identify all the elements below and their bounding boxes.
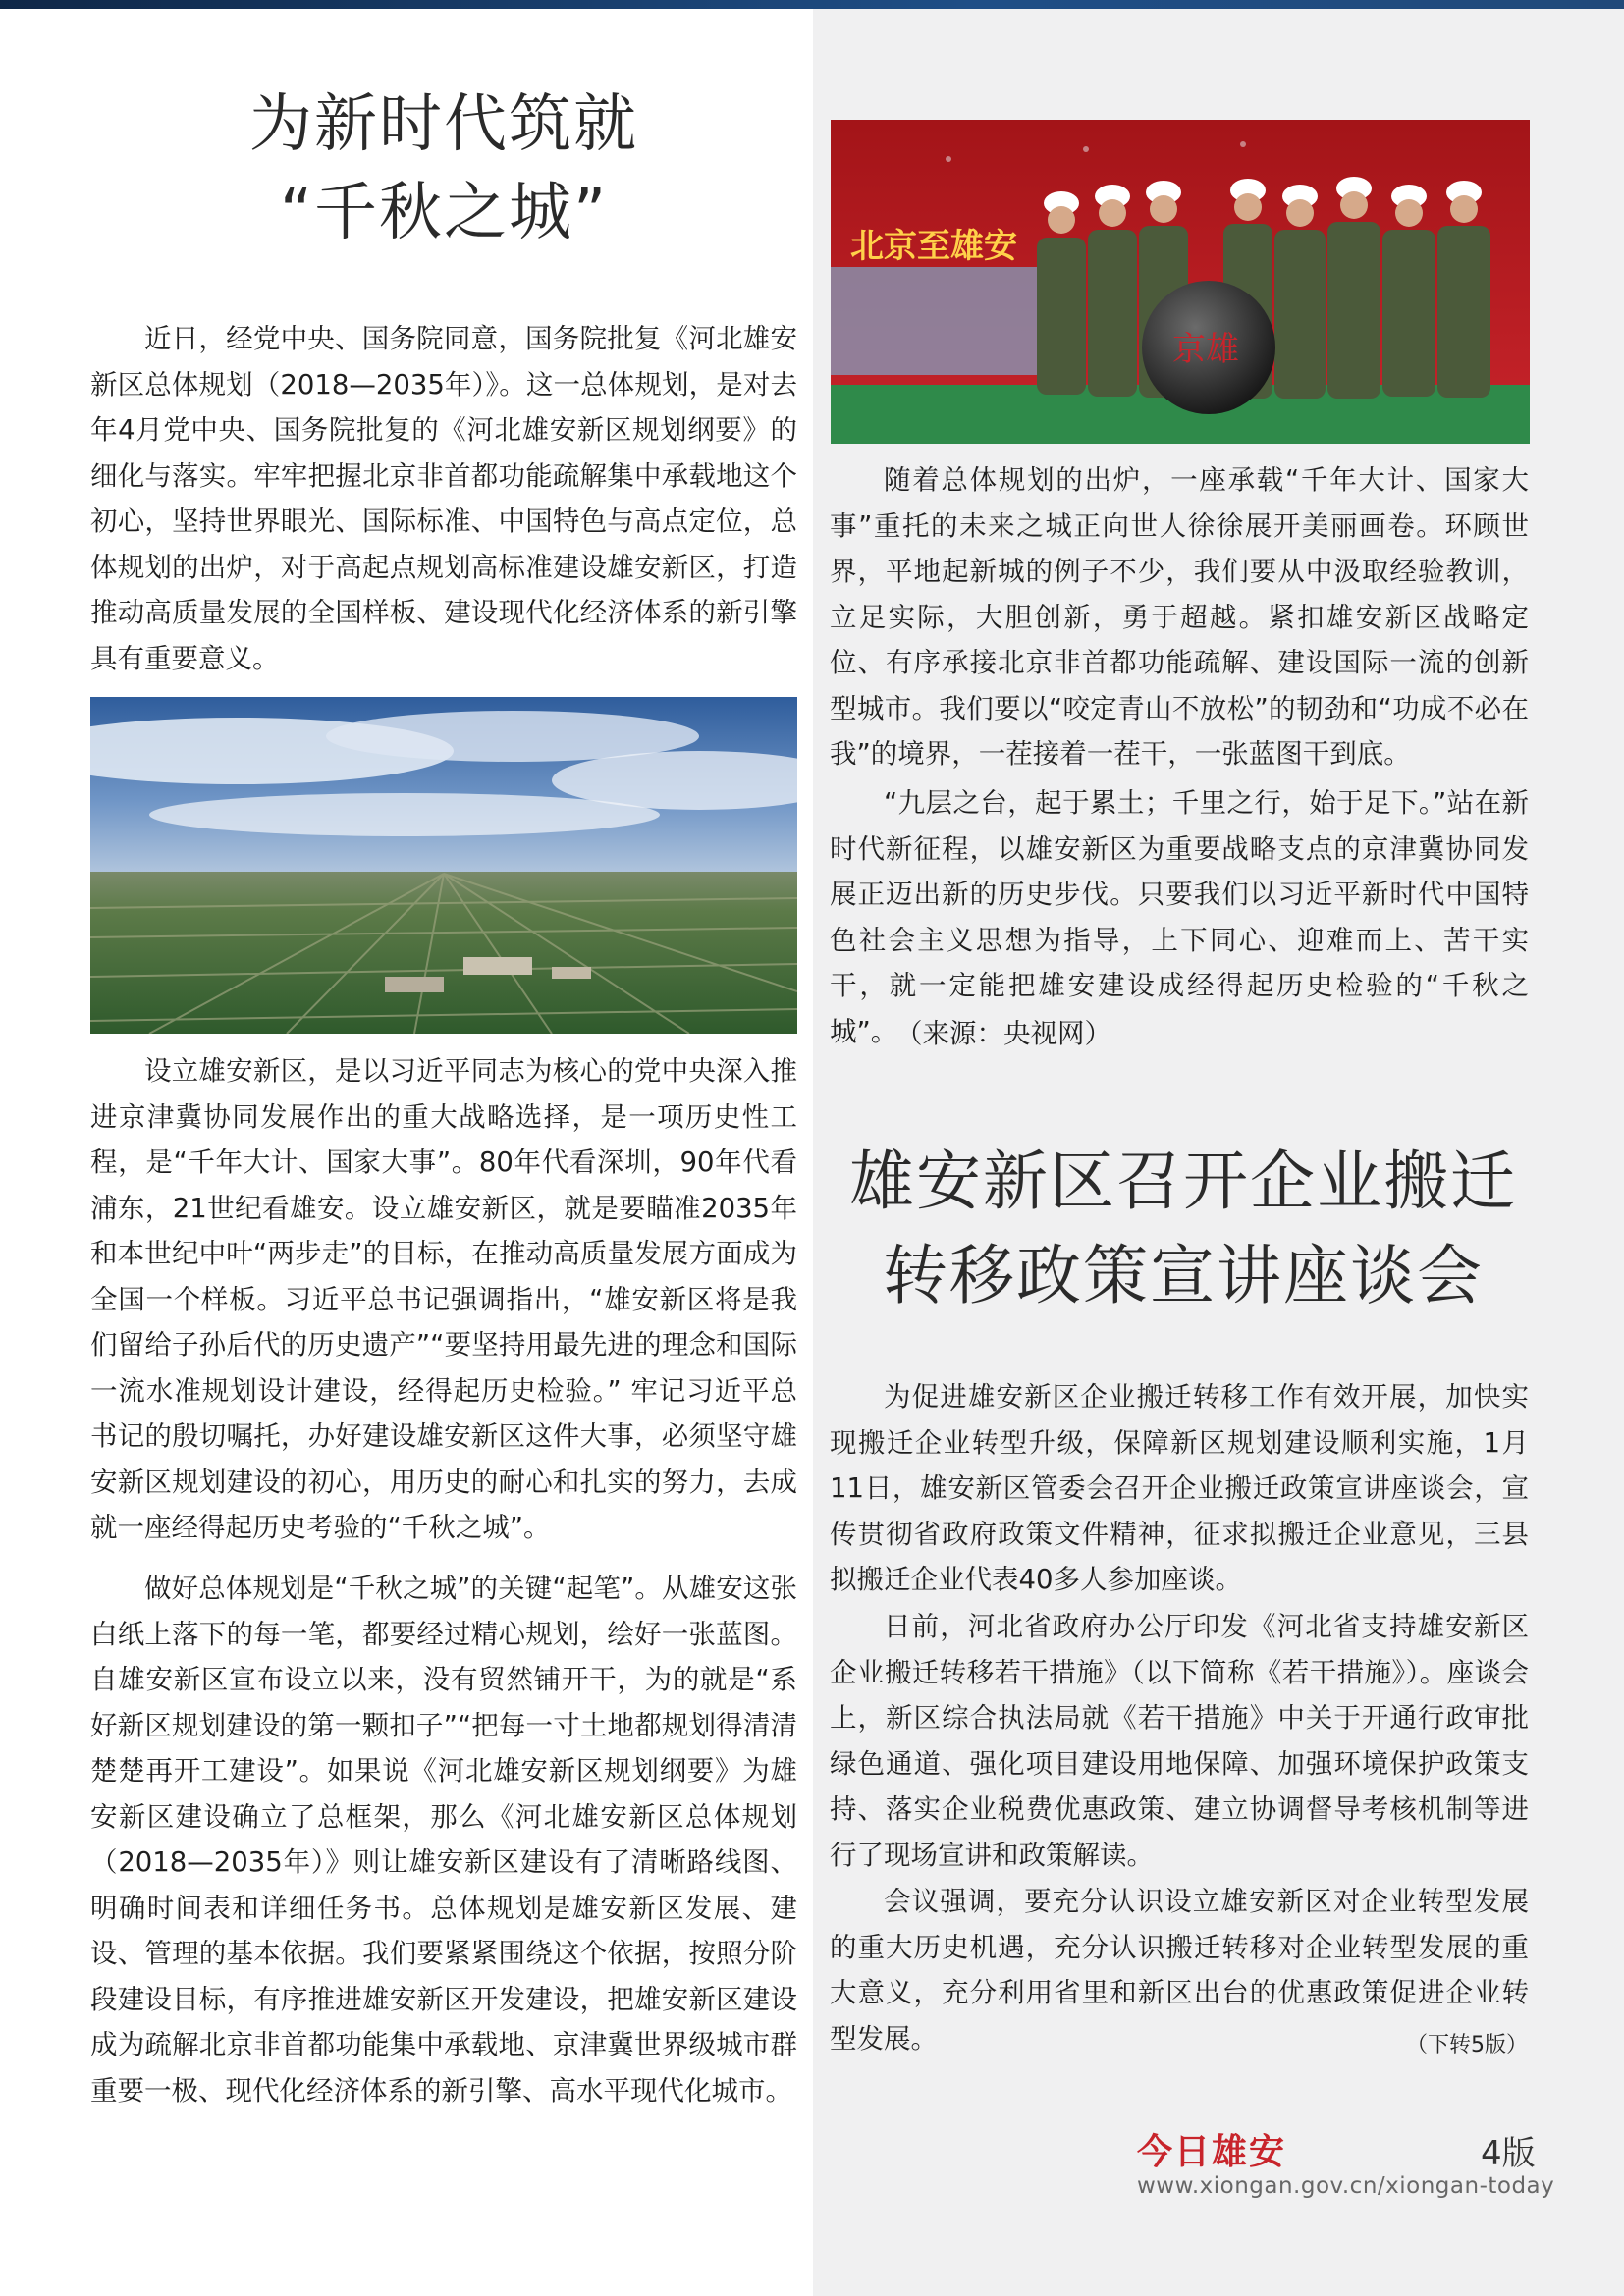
right-paragraph-5: 会议强调，要充分认识设立雄安新区对企业转型发展的重大历史机遇，充分认识搬迁转移对企业转型发展的重大意义，充分利用省里和新区出台的优惠政策促进企业转型发展。 bbox=[830, 1886, 1529, 2055]
title-line-1: 为新时代筑就 bbox=[249, 88, 638, 161]
title2-line-1: 雄安新区召开企业搬迁 bbox=[849, 1144, 1517, 1219]
left-paragraph-1: 近日，经党中央、国务院同意，国务院批复《河北雄安新区总体规划（2018—2035年）》。这一总体规划，是对去年4月党中央、国务院批复的《河北雄安新区规划纲要》的细化与落实。牢牢把握北京非首都功能疏解集中承载地这个初心，坚持世界眼光、国际标准、中国特色与高点定位，总体规划的出炉，对于高起点规划高标准建设雄安新区，打造推动高质量发展的全国样板、建设现代化经济体系的新引擎具有重要意义。 bbox=[90, 323, 798, 674]
source-note: （来源：央视网） bbox=[895, 1018, 1111, 1049]
right-paragraph-1: 随着总体规划的出炉，一座承载“千年大计、国家大事”重托的未来之城正向世人徐徐展开美丽画卷。环顾世界，平地起新城的例子不少，我们要从中汲取经验教训，立足实际，大胆创新，勇于超越。紧扣雄安新区战略定位、有序承接北京非首都功能疏解、建设国际一流的创新型城市。我们要以“咬定青山不放松”的韧劲和“功成不必在我”的境界，一茬接着一茬干，一张蓝图干到底。 bbox=[830, 464, 1529, 770]
article-title-right bbox=[830, 1135, 1537, 1323]
right-paragraph-2: “九层之台，起于累土；千里之行，始于足下。”站在新时代新征程，以雄安新区为重要战略支点的京津冀协同发展正迈出新的历史步伐。只要我们以习近平新时代中国特色社会主义思想为指导，上下同心、迎难而上、苦干实干，就一定能把雄安建设成经得起历史检验的“千秋之城”。 bbox=[830, 787, 1529, 1047]
farmland-aerial-photo bbox=[90, 697, 797, 1034]
article-title-left bbox=[90, 80, 797, 257]
right-paragraph-4: 日前，河北省政府办公厅印发《河北省支持雄安新区企业搬迁转移若干措施》（以下简称《若干措施》）。座谈会上，新区综合执法局就《若干措施》中关于开通行政审批绿色通道、强化项目建设用地保障、加强环境保护政策支持、落实企业税费优惠政策、建立协调督导考核机制等进行了现场宣讲和政策解读。 bbox=[830, 1611, 1529, 1871]
banner-text: 北京至雄安 bbox=[850, 227, 1017, 266]
continued-note: （下转5版） bbox=[1406, 2033, 1528, 2057]
site-url: www.xiongan.gov.cn/xiongan-today bbox=[1137, 2173, 1555, 2199]
left-paragraph-3: 做好总体规划是“千秋之城”的关键“起笔”。从雄安这张白纸上落下的每一笔，都要经过精心规划，绘好一张蓝图。自雄安新区宣布设立以来，没有贸然铺开干，为的就是“系好新区规划建设的第一颗扣子”“把每一寸土地都规划得清清楚楚再开工建设”。如果说《河北雄安新区规划纲要》为雄安新区建设确立了总框架，那么《河北雄安新区总体规划（2018—2035年）》则让雄安新区建设有了清晰路线图、明确时间表和详细任务书。总体规划是雄安新区发展、建设、管理的基本依据。我们要紧紧围绕这个依据，按照分阶段建设目标，有序推进雄安新区开发建设，把雄安新区建设成为疏解北京非首都功能集中承载地、京津冀世界级城市群重要一极、现代化经济体系的新引擎、高水平现代化城市。 bbox=[90, 1573, 797, 2107]
top-color-bar bbox=[0, 0, 1624, 9]
ceremony-photo bbox=[831, 120, 1530, 444]
brand-logo: 今日雄安 bbox=[1137, 2131, 1287, 2172]
page-number: 4版 bbox=[1481, 2134, 1536, 2173]
title2-line-2: 转移政策宣讲座谈会 bbox=[883, 1238, 1484, 1313]
ball-text: 京雄 bbox=[1172, 330, 1239, 369]
title-line-2: “千秋之城” bbox=[279, 177, 609, 249]
left-paragraph-2: 设立雄安新区，是以习近平同志为核心的党中央深入推进京津冀协同发展作出的重大战略选择，是一项历史性工程，是“千年大计、国家大事”。80年代看深圳，90年代看浦东，21世纪看雄安。设立雄安新区，就是要瞄准2035年和本世纪中叶“两步走”的目标，在推动高质量发展方面成为全国一个样板。习近平总书记强调指出，“雄安新区将是我们留给子孙后代的历史遗产”“要坚持用最先进的理念和国际一流水准规划设计建设，经得起历史检验。” 牢记习近平总书记的殷切嘱托，办好建设雄安新区这件大事，必须坚守雄安新区规划建设的初心，用历史的耐心和扎实的努力，去成就一座经得起历史考验的“千秋之城”。 bbox=[90, 1055, 797, 1543]
right-paragraph-3: 为促进雄安新区企业搬迁转移工作有效开展，加快实现搬迁企业转型升级，保障新区规划建设顺利实施，1月11日，雄安新区管委会召开企业搬迁政策宣讲座谈会，宣传贯彻省政府政策文件精神，征求拟搬迁企业意见，三县拟搬迁企业代表40多人参加座谈。 bbox=[830, 1381, 1529, 1595]
